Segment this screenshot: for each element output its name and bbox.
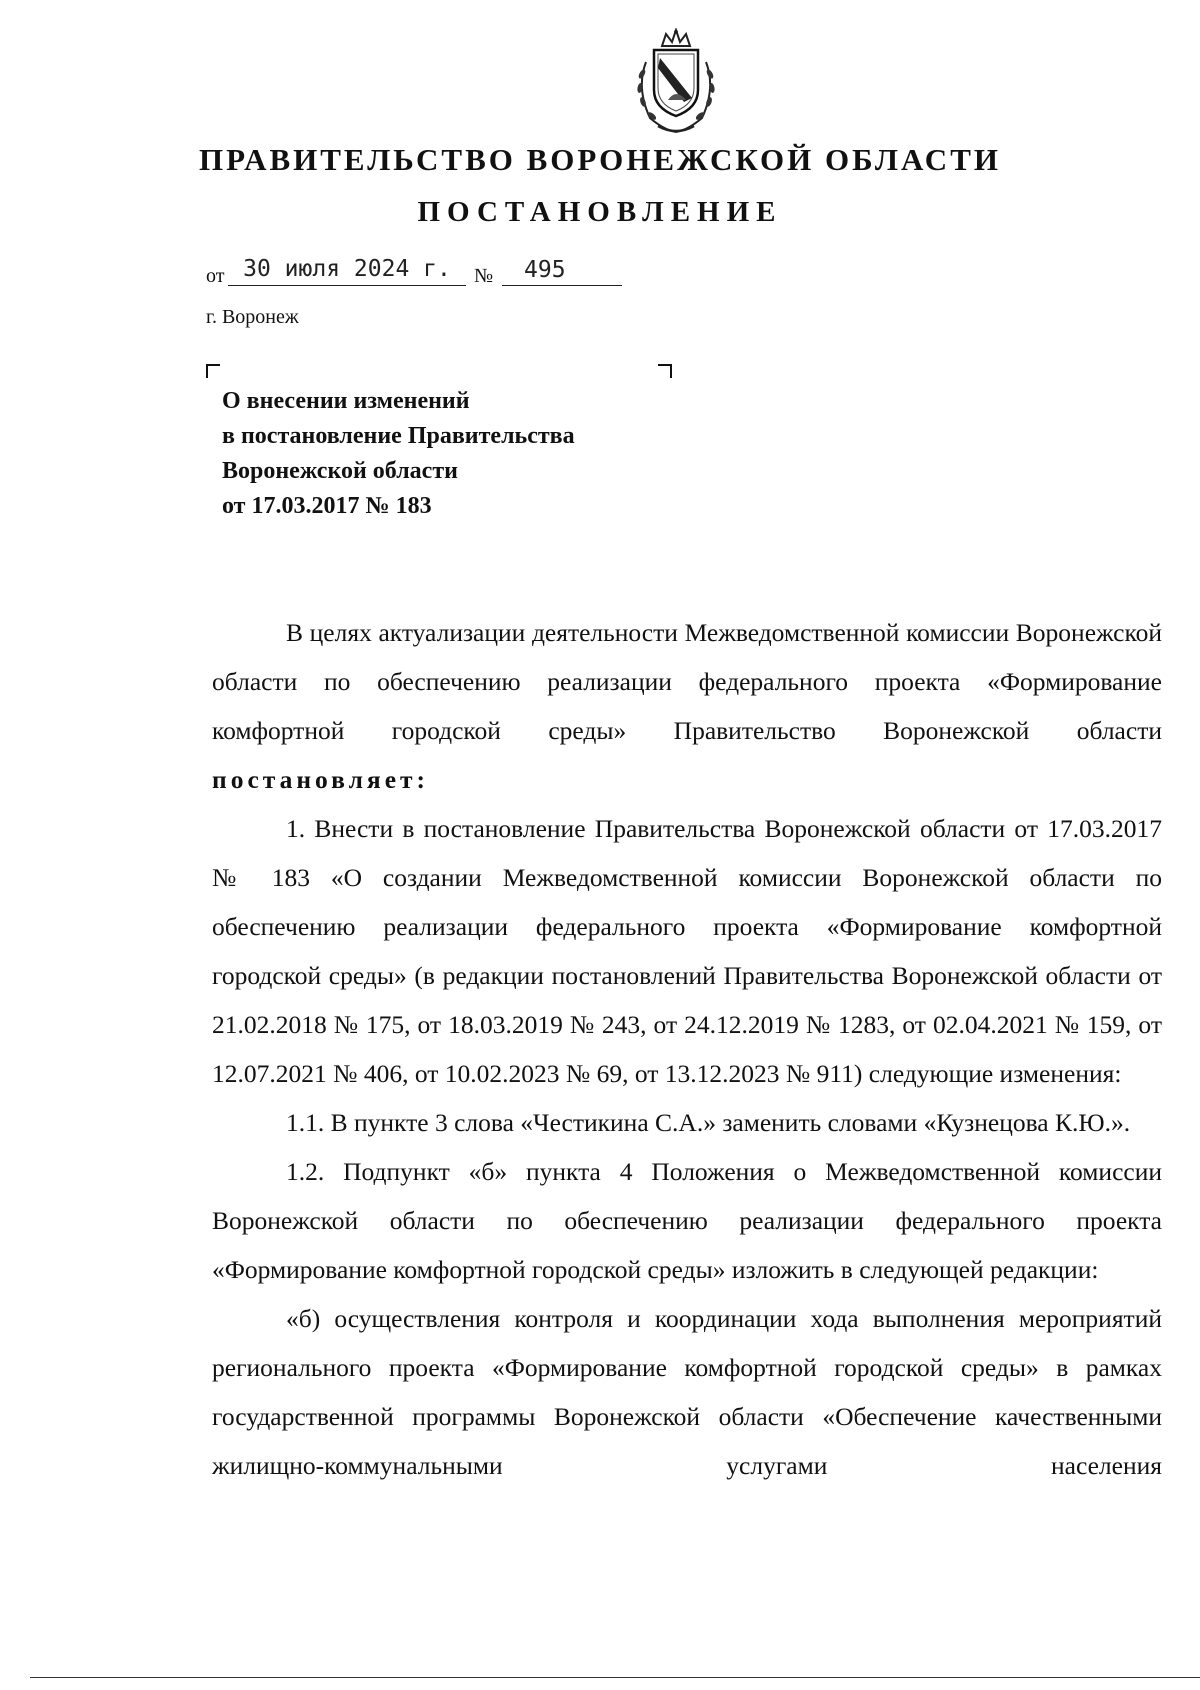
date-number-line: [206, 252, 676, 292]
document-number: 495: [502, 256, 622, 286]
decree-keyword: постановляет:: [212, 765, 430, 794]
coat-of-arms-emblem: [628, 28, 724, 138]
from-label: от: [206, 265, 225, 287]
clause-1-paragraph: 1. Внести в постановление Правительства Воронежской области от 17.03.2017 № 183 «О создании Межведомственной комиссии Воронежской области по обеспечению реализации федерального проекта «Формирование комфортной городской среды» (в редакции постановлений Правительства Воронежской области от 21.02.2018 № 175, от 18.03.2019 № 243, от 24.12.2019 № 1283, от 02.04.2021 № 159, от 12.07.2021 № 406, от 10.02.2023 № 69, от 13.12.2023 № 911) следующие изменения:: [212, 814, 1162, 1088]
clause-1-2-paragraph: 1.2. Подпункт «б» пункта 4 Положения о Межведомственной комиссии Воронежской области по обеспечению реализации федерального проекта «Формирование комфортной городской среды» изложить в следующей редакции:: [212, 1157, 1162, 1284]
preamble-paragraph: [212, 608, 1162, 804]
subject-line: О внесении изменений: [222, 388, 470, 414]
clause-1-1-paragraph: 1.1. В пункте 3 слова «Честикина С.А.» заменить словами «Кузнецова К.Ю.».: [286, 1108, 1131, 1137]
document-body: [212, 608, 1162, 1490]
city-name: г. Воронеж: [206, 306, 299, 328]
document-date: 30 июля 2024 г.: [228, 255, 466, 286]
document-type-title: ПОСТАНОВЛЕНИЕ: [417, 196, 783, 228]
subject-line: в постановление Правительства: [222, 423, 575, 449]
subject-line: Воронежской области: [222, 458, 458, 484]
subject-corner-left: [206, 364, 220, 378]
government-title: ПРАВИТЕЛЬСТВО ВОРОНЕЖСКОЙ ОБЛАСТИ: [199, 142, 1001, 177]
subject-line: от 17.03.2017 № 183: [222, 493, 432, 519]
number-label: №: [474, 265, 494, 287]
page-bottom-rule: [30, 1677, 1200, 1678]
preamble-text: В целях актуализации деятельности Межведомственной комиссии Воронежской области по обеспечению реализации федерального проекта «Формирование комфортной городской среды» Правительство Воронежской области: [212, 618, 1162, 745]
document-subject: [222, 384, 682, 524]
subject-corner-right: [658, 364, 672, 378]
clause-b-paragraph: «б) осуществления контроля и координации хода выполнения мероприятий регионального проекта «Формирование комфортной городской среды» в рамках государственной программы Воронежской области «Обеспечение качественными жилищно-коммунальными услугами населения: [212, 1304, 1162, 1480]
